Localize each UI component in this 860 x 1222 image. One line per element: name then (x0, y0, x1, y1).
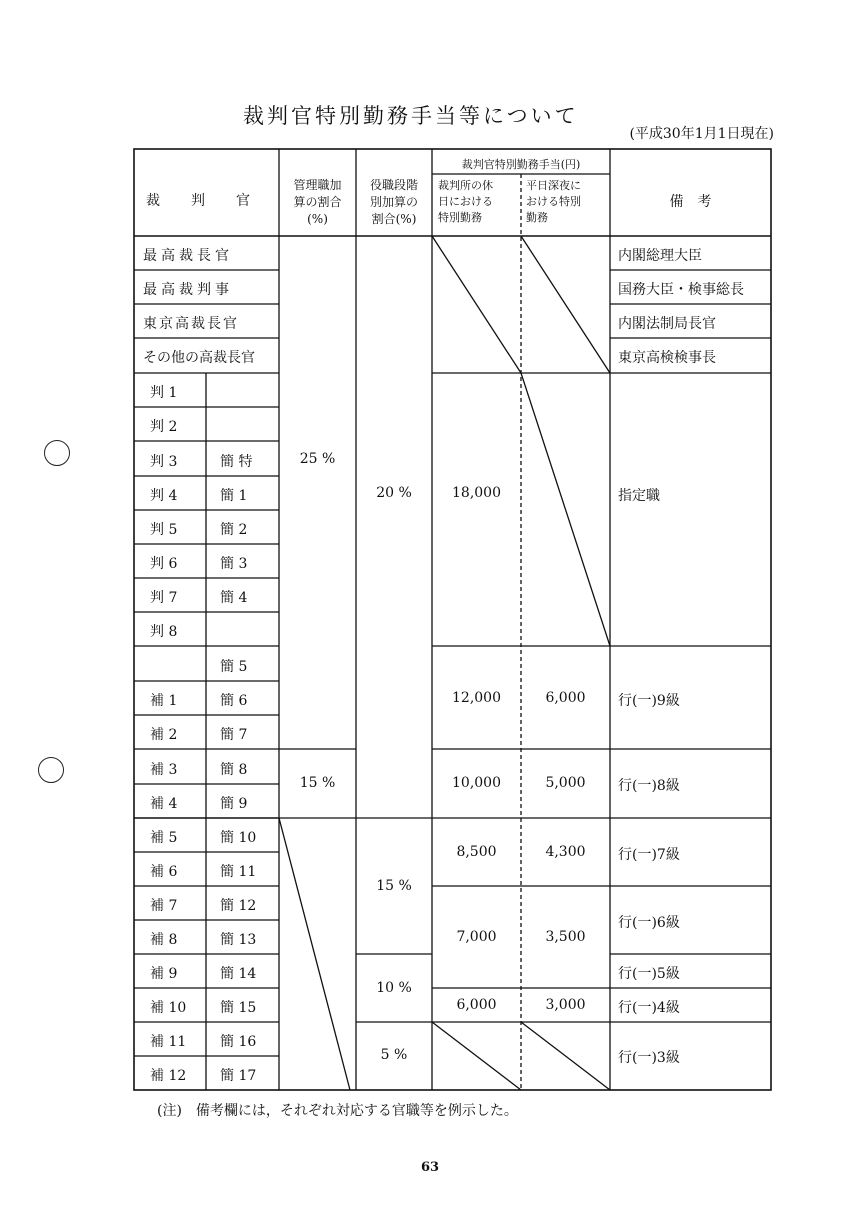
grade-left: 補 8 (150, 932, 178, 948)
holiday-allowance: 7,000 (456, 929, 497, 945)
header-judge: 裁 判 官 (146, 193, 251, 209)
grade-left: 補 11 (150, 1034, 187, 1050)
night-allowance: 3,000 (545, 997, 586, 1013)
grade-left: 補 4 (150, 796, 178, 812)
grade-left: 判 8 (150, 624, 178, 640)
grade-left: 判 6 (150, 556, 178, 572)
rank-rate: 20 % (376, 485, 412, 501)
document-title: 裁判官特別勤務手当等について (243, 104, 579, 128)
grade-right: 簡 16 (220, 1034, 257, 1050)
holiday-allowance: 8,500 (456, 844, 497, 860)
rank-rate: 5 % (380, 1047, 408, 1063)
grade-right: 簡 7 (220, 727, 248, 743)
grade-right: 簡 9 (220, 796, 248, 812)
grade-right: 簡 8 (220, 762, 248, 778)
grade-right: 簡 4 (220, 590, 248, 606)
judge-row: 最高裁長官 (143, 248, 233, 264)
night-allowance: 4,300 (545, 844, 586, 860)
night-allowance: 6,000 (545, 690, 586, 706)
grade-left: 判 4 (150, 488, 178, 504)
remark: 行(一)8級 (618, 778, 680, 794)
remark: 行(一)6級 (618, 915, 680, 931)
grade-right: 簡 17 (220, 1068, 257, 1084)
holiday-allowance: 18,000 (452, 485, 501, 501)
mgmt-rate: 15 % (299, 775, 336, 791)
grade-right: 簡 15 (220, 1000, 257, 1016)
holiday-allowance: 10,000 (452, 775, 501, 791)
remark: 行(一)3級 (618, 1050, 680, 1066)
grade-left: 補 1 (150, 693, 178, 709)
grade-right: 簡 特 (220, 454, 253, 470)
grade-left: 判 1 (150, 385, 178, 401)
header-remarks: 備 考 (669, 194, 712, 210)
rank-rate: 10 % (376, 980, 412, 996)
grade-right: 簡 11 (220, 864, 257, 880)
grade-left: 補 9 (150, 966, 178, 982)
grade-left: 判 2 (150, 419, 178, 435)
grade-left: 補 5 (150, 830, 178, 846)
grade-left: 判 3 (150, 454, 178, 470)
rank-rate: 15 % (376, 878, 412, 894)
grade-right: 簡 10 (220, 830, 257, 846)
grade-left: 補 6 (150, 864, 178, 880)
grade-left: 判 5 (150, 522, 178, 538)
grade-right: 簡 14 (220, 966, 257, 982)
remark: 内閣法制局長官 (618, 316, 716, 332)
grade-right: 簡 1 (220, 488, 248, 504)
header-holiday: 裁判所の休 日における 特別勤務 (438, 179, 493, 224)
page-number: 63 (420, 1160, 440, 1175)
mgmt-rate: 25 % (299, 451, 336, 467)
footnote: (注) 備考欄には，それぞれ対応する官職等を例示した。 (157, 1103, 518, 1119)
grade-left: 補 12 (150, 1068, 187, 1084)
night-allowance: 5,000 (545, 775, 586, 791)
remark: 東京高検検事長 (618, 350, 716, 366)
grade-left: 補 10 (150, 1000, 187, 1016)
remark: 行(一)5級 (618, 966, 680, 982)
remark: 行(一)4級 (618, 1000, 680, 1016)
grade-right: 簡 3 (220, 556, 248, 572)
remark: 行(一)9級 (618, 693, 680, 709)
grade-right: 簡 13 (220, 932, 257, 948)
remark: 内閣総理大臣 (618, 248, 702, 264)
grade-right: 簡 5 (220, 659, 248, 675)
grade-right: 簡 6 (220, 693, 248, 709)
header-night: 平日深夜に おける特別 勤務 (526, 179, 581, 224)
night-allowance: 3,500 (545, 929, 586, 945)
grade-left: 判 7 (150, 590, 178, 606)
header-mgmt: 管理職加 算の割合 (%) (293, 178, 342, 226)
header-allowance: 裁判官特別勤務手当(円) (461, 158, 581, 171)
grade-left: 補 2 (150, 727, 178, 743)
judge-row: 最高裁判事 (143, 282, 233, 298)
grade-left: 補 7 (150, 898, 178, 914)
grade-right: 簡 12 (220, 898, 257, 914)
judge-row: 東京高裁長官 (143, 316, 239, 332)
as-of-date: (平成30年1月1日現在) (629, 126, 774, 142)
remark: 指定職 (618, 488, 660, 504)
remark: 行(一)7級 (618, 847, 680, 863)
grade-left: 補 3 (150, 762, 178, 778)
remark: 国務大臣・検事総長 (618, 282, 744, 298)
holiday-allowance: 6,000 (456, 997, 497, 1013)
header-rank: 役職段階 別加算の 割合(%) (369, 178, 418, 226)
holiday-allowance: 12,000 (452, 690, 501, 706)
grade-right: 簡 2 (220, 522, 248, 538)
judge-row: その他の高裁長官 (143, 350, 255, 366)
